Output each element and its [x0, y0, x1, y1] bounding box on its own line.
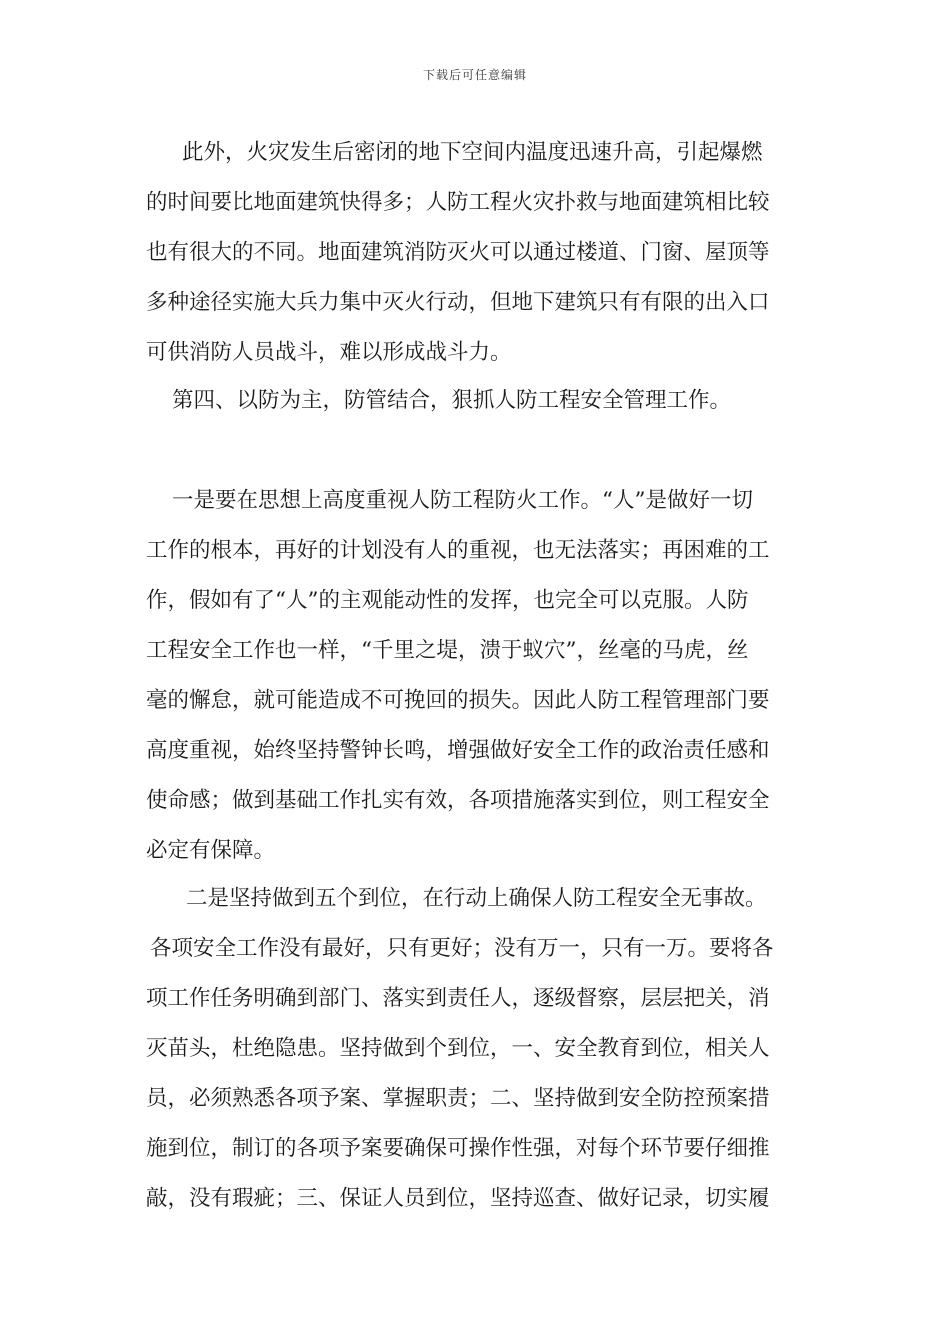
paragraph-line: 使命感；做到基础工作扎实有效，各项措施落实到位，则工程安全 — [146, 788, 770, 813]
paragraph-line: 各项安全工作没有最好，只有更好；没有万一，只有一万。要将各 — [150, 936, 774, 961]
page-header: 下载后可任意编辑 — [422, 68, 527, 82]
paragraph-line: 高度重视，始终坚持警钟长鸣，增强做好安全工作的政治责任感和 — [146, 738, 770, 763]
paragraph-line: 项工作任务明确到部门、落实到责任人，逐级督察，层层把关，消 — [146, 986, 770, 1011]
paragraph-line: 多种途径实施大兵力集中灭火行动，但地下建筑只有有限的出入口 — [146, 290, 770, 315]
paragraph-line: 工程安全工作也一样，“千里之堤，溃于蚁穴”，丝毫的马虎，丝 — [146, 638, 749, 663]
paragraph-line: 毫的懈怠，就可能造成不可挽回的损失。因此人防工程管理部门要 — [146, 688, 770, 713]
paragraph-line: 此外，火灾发生后密闭的地下空间内温度迅速升高，引起爆燃 — [182, 140, 763, 165]
paragraph-line: 敲，没有瑕疵；三、保证人员到位，坚持巡查、做好记录，切实履 — [146, 1186, 770, 1211]
paragraph-line: 施到位，制订的各项予案要确保可操作性强，对每个环节要仔细推 — [146, 1136, 770, 1161]
paragraph-line: 作，假如有了“人”的主观能动性的发挥，也完全可以克服。人防 — [146, 588, 749, 613]
paragraph-line: 工作的根本，再好的计划没有人的重视，也无法落实；再困难的工 — [146, 538, 770, 563]
section-heading: 第四、以防为主，防管结合，狠抓人防工程安全管理工作。 — [172, 388, 732, 413]
paragraph-line: 也有很大的不同。地面建筑消防灭火可以通过楼道、门窗、屋顶等 — [146, 240, 770, 265]
paragraph-line: 可供消防人员战斗，难以形成战斗力。 — [146, 340, 512, 365]
paragraph-line: 的时间要比地面建筑快得多；人防工程火灾扑救与地面建筑相比较 — [146, 190, 770, 215]
paragraph-line: 二是坚持做到五个到位，在行动上确保人防工程安全无事故。 — [186, 886, 767, 911]
paragraph-line: 必定有保障。 — [146, 838, 276, 863]
paragraph-line: 一是要在思想上高度重视人防工程防火工作。“人”是做好一切 — [172, 488, 753, 513]
paragraph-line: 员，必须熟悉各项予案、掌握职责；二、坚持做到安全防控预案措 — [146, 1086, 770, 1111]
paragraph-line: 灭苗头，杜绝隐患。坚持做到个到位，一、安全教育到位，相关人 — [146, 1036, 770, 1061]
